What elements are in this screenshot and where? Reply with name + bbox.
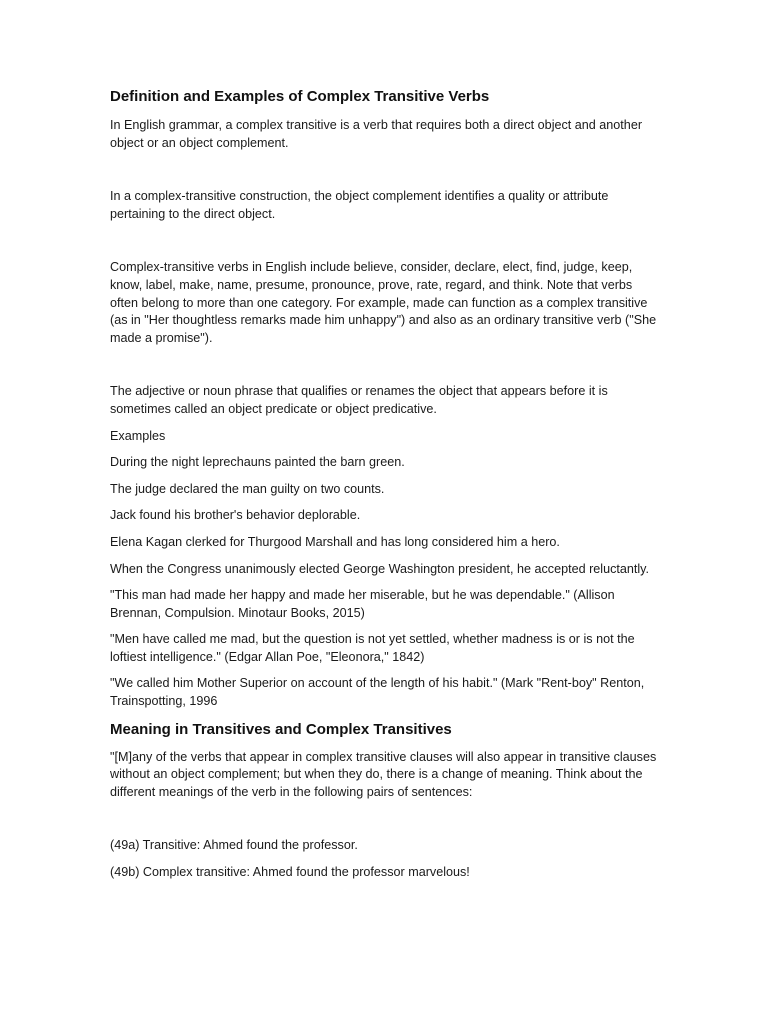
section-title-meaning: Meaning in Transitives and Complex Transitives xyxy=(110,720,452,738)
example-item: "This man had made her happy and made her miserable, but he was dependable." (Allison Brennan, Compulsion. Minotaur Books, 2015) xyxy=(110,588,615,620)
section-title-definition: Definition and Examples of Complex Transitive Verbs xyxy=(110,88,490,105)
examples-heading: Examples xyxy=(110,428,166,443)
example-item: The judge declared the man guilty on two counts. xyxy=(110,481,385,496)
example-item: "We called him Mother Superior on account of the length of his habit." (Mark "Rent-boy" Renton, Trainspotting, 1996 xyxy=(110,676,645,709)
example-pair-b: (49b) Complex transitive: Ahmed found the professor marvelous! xyxy=(110,865,470,880)
example-item: During the night leprechauns painted the barn green. xyxy=(110,455,405,470)
paragraph-object-predicate: The adjective or noun phrase that qualifies or renames the object that appears before it is sometimes called an object predicate or object predicative. xyxy=(110,384,608,416)
paragraph-definition: In English grammar, a complex transitive is a verb that requires both a direct object and another object or an object complement. xyxy=(110,118,643,150)
example-item: Elena Kagan clerked for Thurgood Marshall and has long considered him a hero. xyxy=(110,534,560,549)
example-pair-a: (49a) Transitive: Ahmed found the professor. xyxy=(110,838,358,853)
document-page xyxy=(110,87,662,891)
paragraph-object-complement: In a complex-transitive construction, the object complement identifies a quality or attribute pertaining to the direct object. xyxy=(110,189,609,221)
example-item: When the Congress unanimously elected George Washington president, he accepted reluctantly. xyxy=(110,561,650,576)
example-item: "Men have called me mad, but the question is not yet settled, whether madness is or is not the loftiest intelligence." (Edgar Allan Poe, "Eleonora," 1842) xyxy=(110,632,635,664)
example-item: Jack found his brother's behavior deplorable. xyxy=(110,508,361,523)
paragraph-verb-list: Complex-transitive verbs in English include believe, consider, declare, elect, find, judge, keep, know, label, make, name, presume, pronounce, prove, rate, regard, and think. Note that verbs often belong to more than one category. For example, made can function as a complex transitive (as in "Her thoughtless remarks made him unhappy") and also as an ordinary transitive verb ("She made a promise"). xyxy=(110,260,657,345)
paragraph-meaning: "[M]any of the verbs that appear in complex transitive clauses will also appear in transitive clauses without an object complement; but when they do, there is a change of meaning. Think about the different meanings of the verb in the following pairs of sentences: xyxy=(110,749,657,799)
